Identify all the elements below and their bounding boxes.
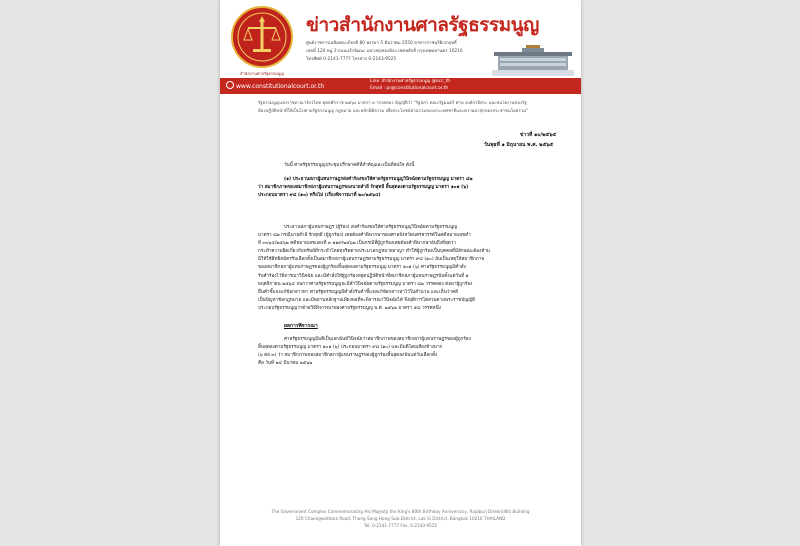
opening-text: วันนี้ ศาลรัฐธรรมนูญประชุมปรึกษาคดีที่สำคัญและเป็นที่สนใจ ดังนี้ bbox=[284, 163, 415, 168]
case-title-line: ประกอบมาตรา ๙๘ (๑๐) หรือไม่ (เรื่องพิจารณาที่ ๒๐/๒๕๖๔) bbox=[258, 193, 381, 199]
constitution-quote bbox=[258, 100, 548, 116]
globe-icon bbox=[226, 81, 234, 89]
result-line: คือ วันที่ ๒๔ มีนาคม ๒๕๖๒ bbox=[258, 361, 313, 367]
address-line: ศูนย์ราชการเฉลิมพระเกียรติ 80 พรรษา 5 ธันวาคม 2550 อาคารราชบุรีดิเรกฤทธิ์ bbox=[306, 41, 457, 46]
website-link[interactable] bbox=[226, 81, 324, 90]
result-text bbox=[258, 336, 550, 368]
news-number: ข่าวที่ ๑๐/๒๕๖๕ bbox=[520, 132, 557, 138]
opening-line bbox=[258, 162, 550, 170]
facts-line: กระทำความผิดเกี่ยวกับทรัพย์ที่กระทำโดยทุจริตตามประมวลกฎหมายอาญา ทำให้ผู้ถูกร้องเป็นบุคคลที่มีลักษณะต้องห้าม bbox=[258, 249, 490, 255]
facts-line: เป็นปัญหาข้อกฎหมาย และมีพยานหลักฐานเพียงพอที่จะพิจารณาวินิจฉัยได้ จึงยุติการไต่สวนตามพระราชบัญญัติ bbox=[258, 297, 476, 303]
result-line: (๖ ต่อ ๓) ว่า สมาชิกภาพของสมาชิกสภาผู้แทนราษฎรของผู้ถูกร้องสิ้นสุดลงนับแต่วันเลือกตั้ง bbox=[258, 353, 438, 359]
letterhead-title: ข่าวสำนักงานศาลรัฐธรรมนูญ bbox=[306, 14, 539, 36]
email-contact[interactable]: Email : pr@constitutionalcourt.or.th bbox=[370, 85, 449, 91]
footer-address bbox=[220, 508, 581, 529]
facts-line: ที่ ๓๐๖๔/๒๕๖๒ คดีหมายเลขแดงที่ ๓ ๑๑๙/๒๕๖๒ เป็นกรณีที่ผู้ถูกร้องเคยต้องคำพิพากษาอันถึงที่สุดว่า bbox=[258, 241, 456, 247]
website-text: www.constitutionalcourt.or.th bbox=[236, 83, 325, 90]
result-line: สิ้นสุดลงตามรัฐธรรมนูญ มาตรา ๑๐๑ (๖) ประกอบมาตรา ๙๘ (๑๐) และมีมติโดยเสียงข้างมาก bbox=[258, 345, 443, 351]
facts-line: ประธานสภาผู้แทนราษฎร (ผู้ร้อง) ส่งคำร้องขอให้ศาลรัฐธรรมนูญวินิจฉัยตามรัฐธรรมนูญ bbox=[284, 225, 458, 230]
result-line: ศาลรัฐธรรมนูญมีมติเป็นเอกฉันท์วินิจฉัยว่าสมาชิกภาพของสมาชิกสภาผู้แทนราษฎรของผู้ถูกร้อง bbox=[284, 337, 471, 342]
office-address bbox=[306, 40, 486, 64]
facts-line: ของสมาชิกสภาผู้แทนราษฎรของผู้ถูกร้องสิ้นสุดลงตามรัฐธรรมนูญ มาตรา ๑๐๑ (๖) ศาลรัฐธรรมนูญมีคำสั่ง bbox=[258, 265, 466, 271]
footer-line: 120 Chaengwattana Road, Thung Song Hong Sub-District, Lak Si District, Bangkok 10210 THAILAND bbox=[295, 516, 506, 521]
address-line: โทรศัพท์ 0-2141-7777 โทรสาร 0-2143-9525 bbox=[306, 57, 397, 62]
footer-line: Tel. 0-2141-7777 Fax. 0-2143-9525 bbox=[363, 523, 438, 528]
facts-line: มิให้ใช้สิทธิสมัครรับเลือกตั้งเป็นสมาชิกสภาผู้แทนราษฎรตามรัฐธรรมนูญ มาตรา ๙๘ (๑๐) อันเป็นเหตุให้สมาชิกภาพ bbox=[258, 257, 485, 263]
case-title bbox=[258, 176, 550, 200]
facts-line: ยื่นคำชี้แจงแก้ข้อกล่าวหา ศาลรัฐธรรมนูญมีคำสั่งรับคำชี้แจงแก้ข้อกล่าวหาไว้ในสำนวน และเห็นว่าคดี bbox=[258, 289, 459, 295]
social-contacts bbox=[370, 79, 450, 92]
result-heading: ผลการพิจารณา bbox=[284, 323, 318, 329]
contact-bar bbox=[220, 78, 581, 94]
address-line: เลขที่ 120 หมู่ 3 ถนนแจ้งวัฒนะ แขวงทุ่งสองห้อง เขตหลักสี่ กรุงเทพมหานคร 10210 bbox=[306, 49, 463, 54]
court-seal-logo bbox=[231, 6, 293, 68]
news-date: วันพุธที่ ๑ มิถุนายน พ.ศ. ๒๕๖๕ bbox=[484, 142, 554, 148]
case-title-line: ว่า สมาชิกภาพของสมาชิกสภาผู้แทนราษฎรของนายสำลี รักสุทธี สิ้นสุดลงตามรัฐธรรมนูญ มาตรา ๑๐๑ (๖) bbox=[258, 185, 469, 191]
seal-caption: สำนักงานศาลรัฐธรรมนูญ bbox=[240, 71, 284, 76]
case-facts bbox=[258, 224, 550, 313]
line-contact[interactable]: Line :สำนักงานศาลรัฐธรรมนูญ @occ_th bbox=[370, 79, 451, 84]
press-release-page bbox=[220, 0, 581, 546]
facts-line: รับคำร้องไว้พิจารณาวินิจฉัย และมีคำสั่งให้ผู้ถูกร้องหยุดปฏิบัติหน้าที่สมาชิกสภาผู้แทนราษฎรนับตั้งแต่วันที่ ๑ bbox=[258, 273, 469, 279]
facts-line: มาตรา ๘๒ กรณีนายสำลี รักสุทธี (ผู้ถูกร้อง) เคยต้องคำพิพากษาของศาลจังหวัดนครสวรรค์ในคดีหมายเลขดำ bbox=[258, 233, 471, 239]
facts-line: พฤศจิกายน ๒๕๖๔ จนกว่าศาลรัฐธรรมนูญจะมีคำวินิจฉัยตามรัฐธรรมนูญ มาตรา ๘๒ วรรคสอง ต่อมาผู้ถูกร้อง bbox=[258, 281, 473, 287]
quote-line: รัฐธรรมนูญแห่งราชอาณาจักรไทย พุทธศักราช ๒๕๖๐ มาตรา ๓ วรรคสอง บัญญัติว่า "รัฐสภา คณะรัฐมนตรี ศาล องค์กรอิสระ และหน่วยงานของรัฐ bbox=[258, 101, 527, 106]
letterhead bbox=[220, 0, 581, 96]
footer-line: The Government Complex Commemorating His Majesty the King's 80th Birthday Anniversary, Rajaburi Direkriddhi Building bbox=[271, 509, 530, 514]
case-title-line: (๑) ประธานสภาผู้แทนราษฎรส่งคำร้องขอให้ศาลรัฐธรรมนูญวินิจฉัยตามรัฐธรรมนูญ มาตรา ๘๒ bbox=[284, 177, 473, 182]
quote-line: ต้องปฏิบัติหน้าที่ให้เป็นไปตามรัฐธรรมนูญ กฎหมาย และหลักนิติธรรม เพื่อประโยชน์ส่วนรวมของประเทศชาติและความผาสุกของประชาชนโดยรวม" bbox=[258, 109, 528, 114]
court-building-illustration bbox=[492, 42, 574, 76]
facts-line: ประกอบรัฐธรรมนูญว่าด้วยวิธีพิจารณาของศาลรัฐธรรมนูญ พ.ศ. ๒๕๖๑ มาตรา ๕๘ วรรคหนึ่ง bbox=[258, 305, 441, 311]
